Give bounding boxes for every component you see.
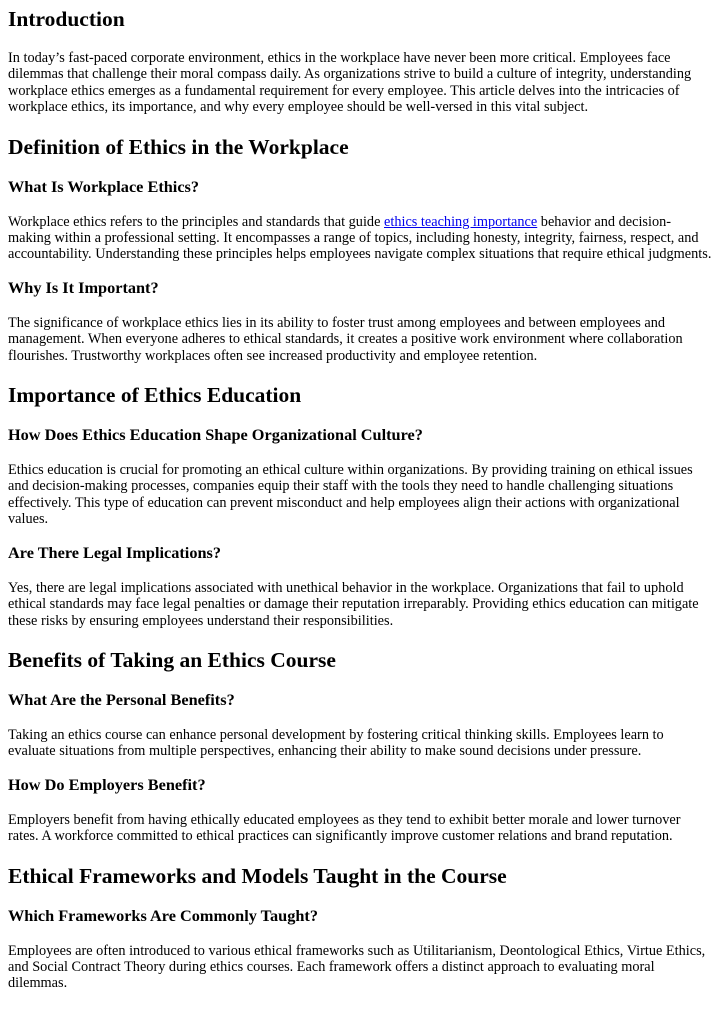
subheading-what-is-workplace-ethics: What Is Workplace Ethics? <box>8 176 200 196</box>
section-heading-introduction: Introduction <box>8 7 125 31</box>
workplace-ethics-paragraph <box>8 214 712 263</box>
article <box>0 6 720 992</box>
employers-benefit-paragraph: Employers benefit from having ethically educated employees as they tend to exhibit better morale and lower turnover rates. A workforce committed to ethical practices can significantly improve customer relations and brand reputation. <box>8 811 681 845</box>
paragraph-text-after-link: behavior and decision-making within a professional setting. It encompasses a range of topics, including honesty, integrity, fairness, respect, and accountability. Understanding these principles helps employees navigate complex situations that require ethical judgments. <box>8 213 712 263</box>
organizational-culture-paragraph: Ethics education is crucial for promoting an ethical culture within organizations. By providing training on ethical issues and decision-making processes, companies equip their staff with the tools they need to handle challenging situations effectively. This type of education can prevent misconduct and help employees align their actions with organizational values. <box>8 462 693 528</box>
frameworks-paragraph: Employees are often introduced to various ethical frameworks such as Utilitarianism, Deontological Ethics, Virtue Ethics, and Social Contract Theory during ethics courses. Each framework offers a distinct approach to evaluating moral dilemmas. <box>8 942 706 992</box>
subheading-organizational-culture: How Does Ethics Education Shape Organizational Culture? <box>8 425 423 445</box>
section-heading-definition: Definition of Ethics in the Workplace <box>8 134 349 159</box>
section-heading-frameworks: Ethical Frameworks and Models Taught in the Course <box>8 863 507 888</box>
subheading-personal-benefits: What Are the Personal Benefits? <box>8 689 235 709</box>
section-heading-benefits: Benefits of Taking an Ethics Course <box>8 647 336 672</box>
paragraph-text-before-link: Workplace ethics refers to the principles and standards that guide <box>8 213 384 230</box>
section-heading-ethics-education: Importance of Ethics Education <box>8 383 302 408</box>
personal-benefits-paragraph: Taking an ethics course can enhance personal development by fostering critical thinking skills. Employees learn to evaluate situations from multiple perspectives, enhancing their ability to make sound decisions under pressure. <box>8 726 664 760</box>
subheading-legal-implications: Are There Legal Implications? <box>8 542 222 562</box>
ethics-teaching-importance-link[interactable]: ethics teaching importance <box>384 213 538 230</box>
legal-implications-paragraph: Yes, there are legal implications associated with unethical behavior in the workplace. Organizations that fail to uphold ethical standards may face legal penalties or damage their reputation irreparably. Providing ethics education can mitigate these risks by ensuring employees understand their responsibilities. <box>8 579 699 629</box>
why-important-paragraph: The significance of workplace ethics lies in its ability to foster trust among employees and between employees and management. When everyone adheres to ethical standards, it creates a positive work environment where collaboration flourishes. Trustworthy workplaces often see increased productivity and employee retention. <box>8 314 683 364</box>
subheading-why-is-it-important: Why Is It Important? <box>8 277 159 297</box>
subheading-frameworks-taught: Which Frameworks Are Commonly Taught? <box>8 905 318 925</box>
introduction-paragraph: In today’s fast-paced corporate environment, ethics in the workplace have never been more critical. Employees face dilemmas that challenge their moral compass daily. As organizations strive to build a culture of integrity, understanding workplace ethics emerges as a fundamental requirement for every employee. This article delves into the intricacies of workplace ethics, its importance, and why every employee should be well-versed in this vital subject. <box>8 50 692 116</box>
subheading-employers-benefit: How Do Employers Benefit? <box>8 774 206 794</box>
